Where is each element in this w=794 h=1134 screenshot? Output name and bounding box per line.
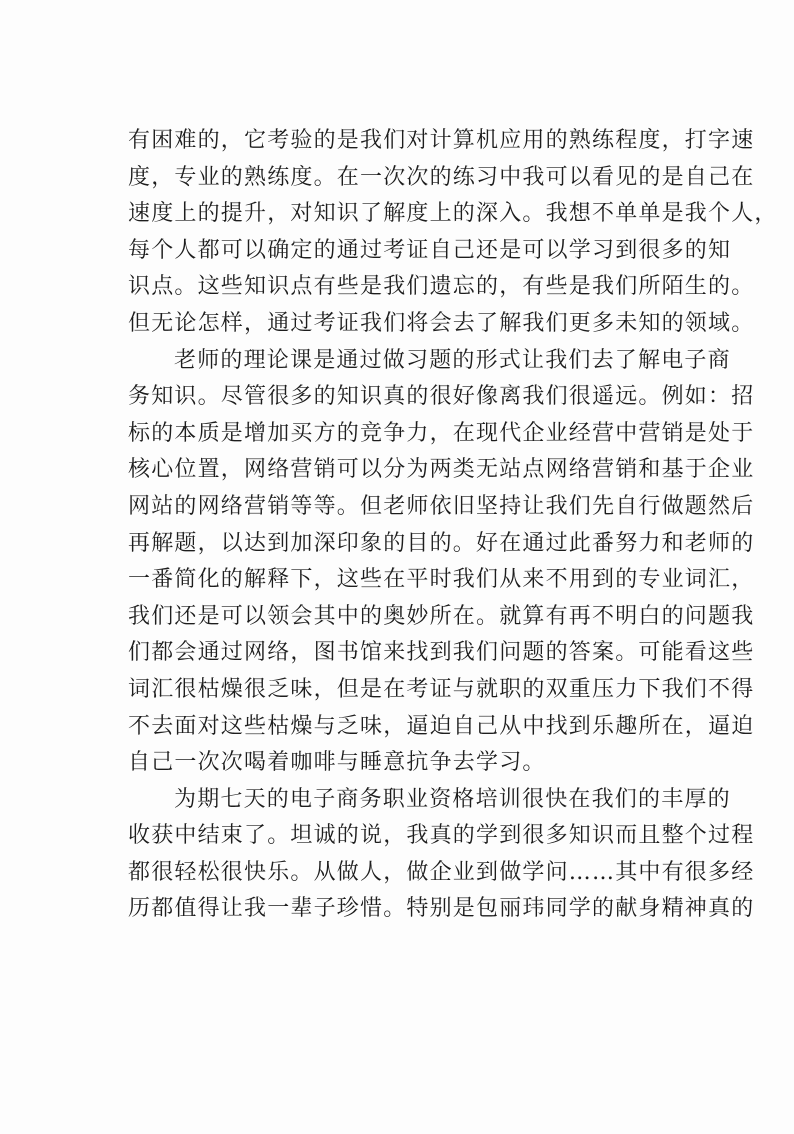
text-line: 都很轻松很快乐。从做人，做企业到做学问……其中有很多经 <box>128 859 755 885</box>
body-text <box>128 123 778 928</box>
text-line: 识点。这些知识点有些是我们遗忘的，有些是我们所陌生的。 <box>128 274 755 300</box>
text-line: 我们还是可以领会其中的奥妙所在。就算有再不明白的问题我 <box>128 603 755 629</box>
text-line: 再解题，以达到加深印象的目的。好在通过此番努力和老师的 <box>128 530 755 556</box>
text-line: 每个人都可以确定的通过考证自己还是可以学习到很多的知 <box>128 237 732 263</box>
text-line: 网站的网络营销等等。但老师依旧坚持让我们先自行做题然后 <box>128 493 755 519</box>
text-line: 们都会通过网络，图书馆来找到我们问题的答案。可能看这些 <box>128 640 755 666</box>
text-line: 历都值得让我一辈子珍惜。特别是包丽玮同学的献身精神真的 <box>128 896 755 922</box>
text-line: 一番简化的解释下，这些在平时我们从来不用到的专业词汇， <box>128 567 755 593</box>
paragraph-first-line: 老师的理论课是通过做习题的形式让我们去了解电子商 <box>174 347 731 373</box>
text-line: 标的本质是增加买方的竞争力，在现代企业经营中营销是处于 <box>128 420 755 446</box>
text-line: 自己一次次喝着咖啡与睡意抗争去学习。 <box>128 750 546 776</box>
text-line: 有困难的，它考验的是我们对计算机应用的熟练程度，打字速 <box>128 128 755 153</box>
text-line: 度，专业的熟练度。在一次次的练习中我可以看见的是自己在 <box>128 164 755 190</box>
text-line: 核心位置，网络营销可以分为两类无站点网络营销和基于企业 <box>128 457 755 483</box>
text-line: 速度上的提升，对知识了解度上的深入。我想不单单是我个人， <box>128 201 778 227</box>
text-line: 但无论怎样，通过考证我们将会去了解我们更多未知的领域。 <box>128 310 755 336</box>
text-line: 务知识。尽管很多的知识真的很好像离我们很遥远。例如：招 <box>128 384 755 410</box>
text-line: 不去面对这些枯燥与乏味，逼迫自己从中找到乐趣所在，逼迫 <box>128 713 755 739</box>
text-line: 收获中结束了。坦诚的说，我真的学到很多知识而且整个过程 <box>128 823 755 849</box>
text-line: 词汇很枯燥很乏味，但是在考证与就职的双重压力下我们不得 <box>128 676 755 702</box>
paragraph-first-line: 为期七天的电子商务职业资格培训很快在我们的丰厚的 <box>174 786 731 812</box>
